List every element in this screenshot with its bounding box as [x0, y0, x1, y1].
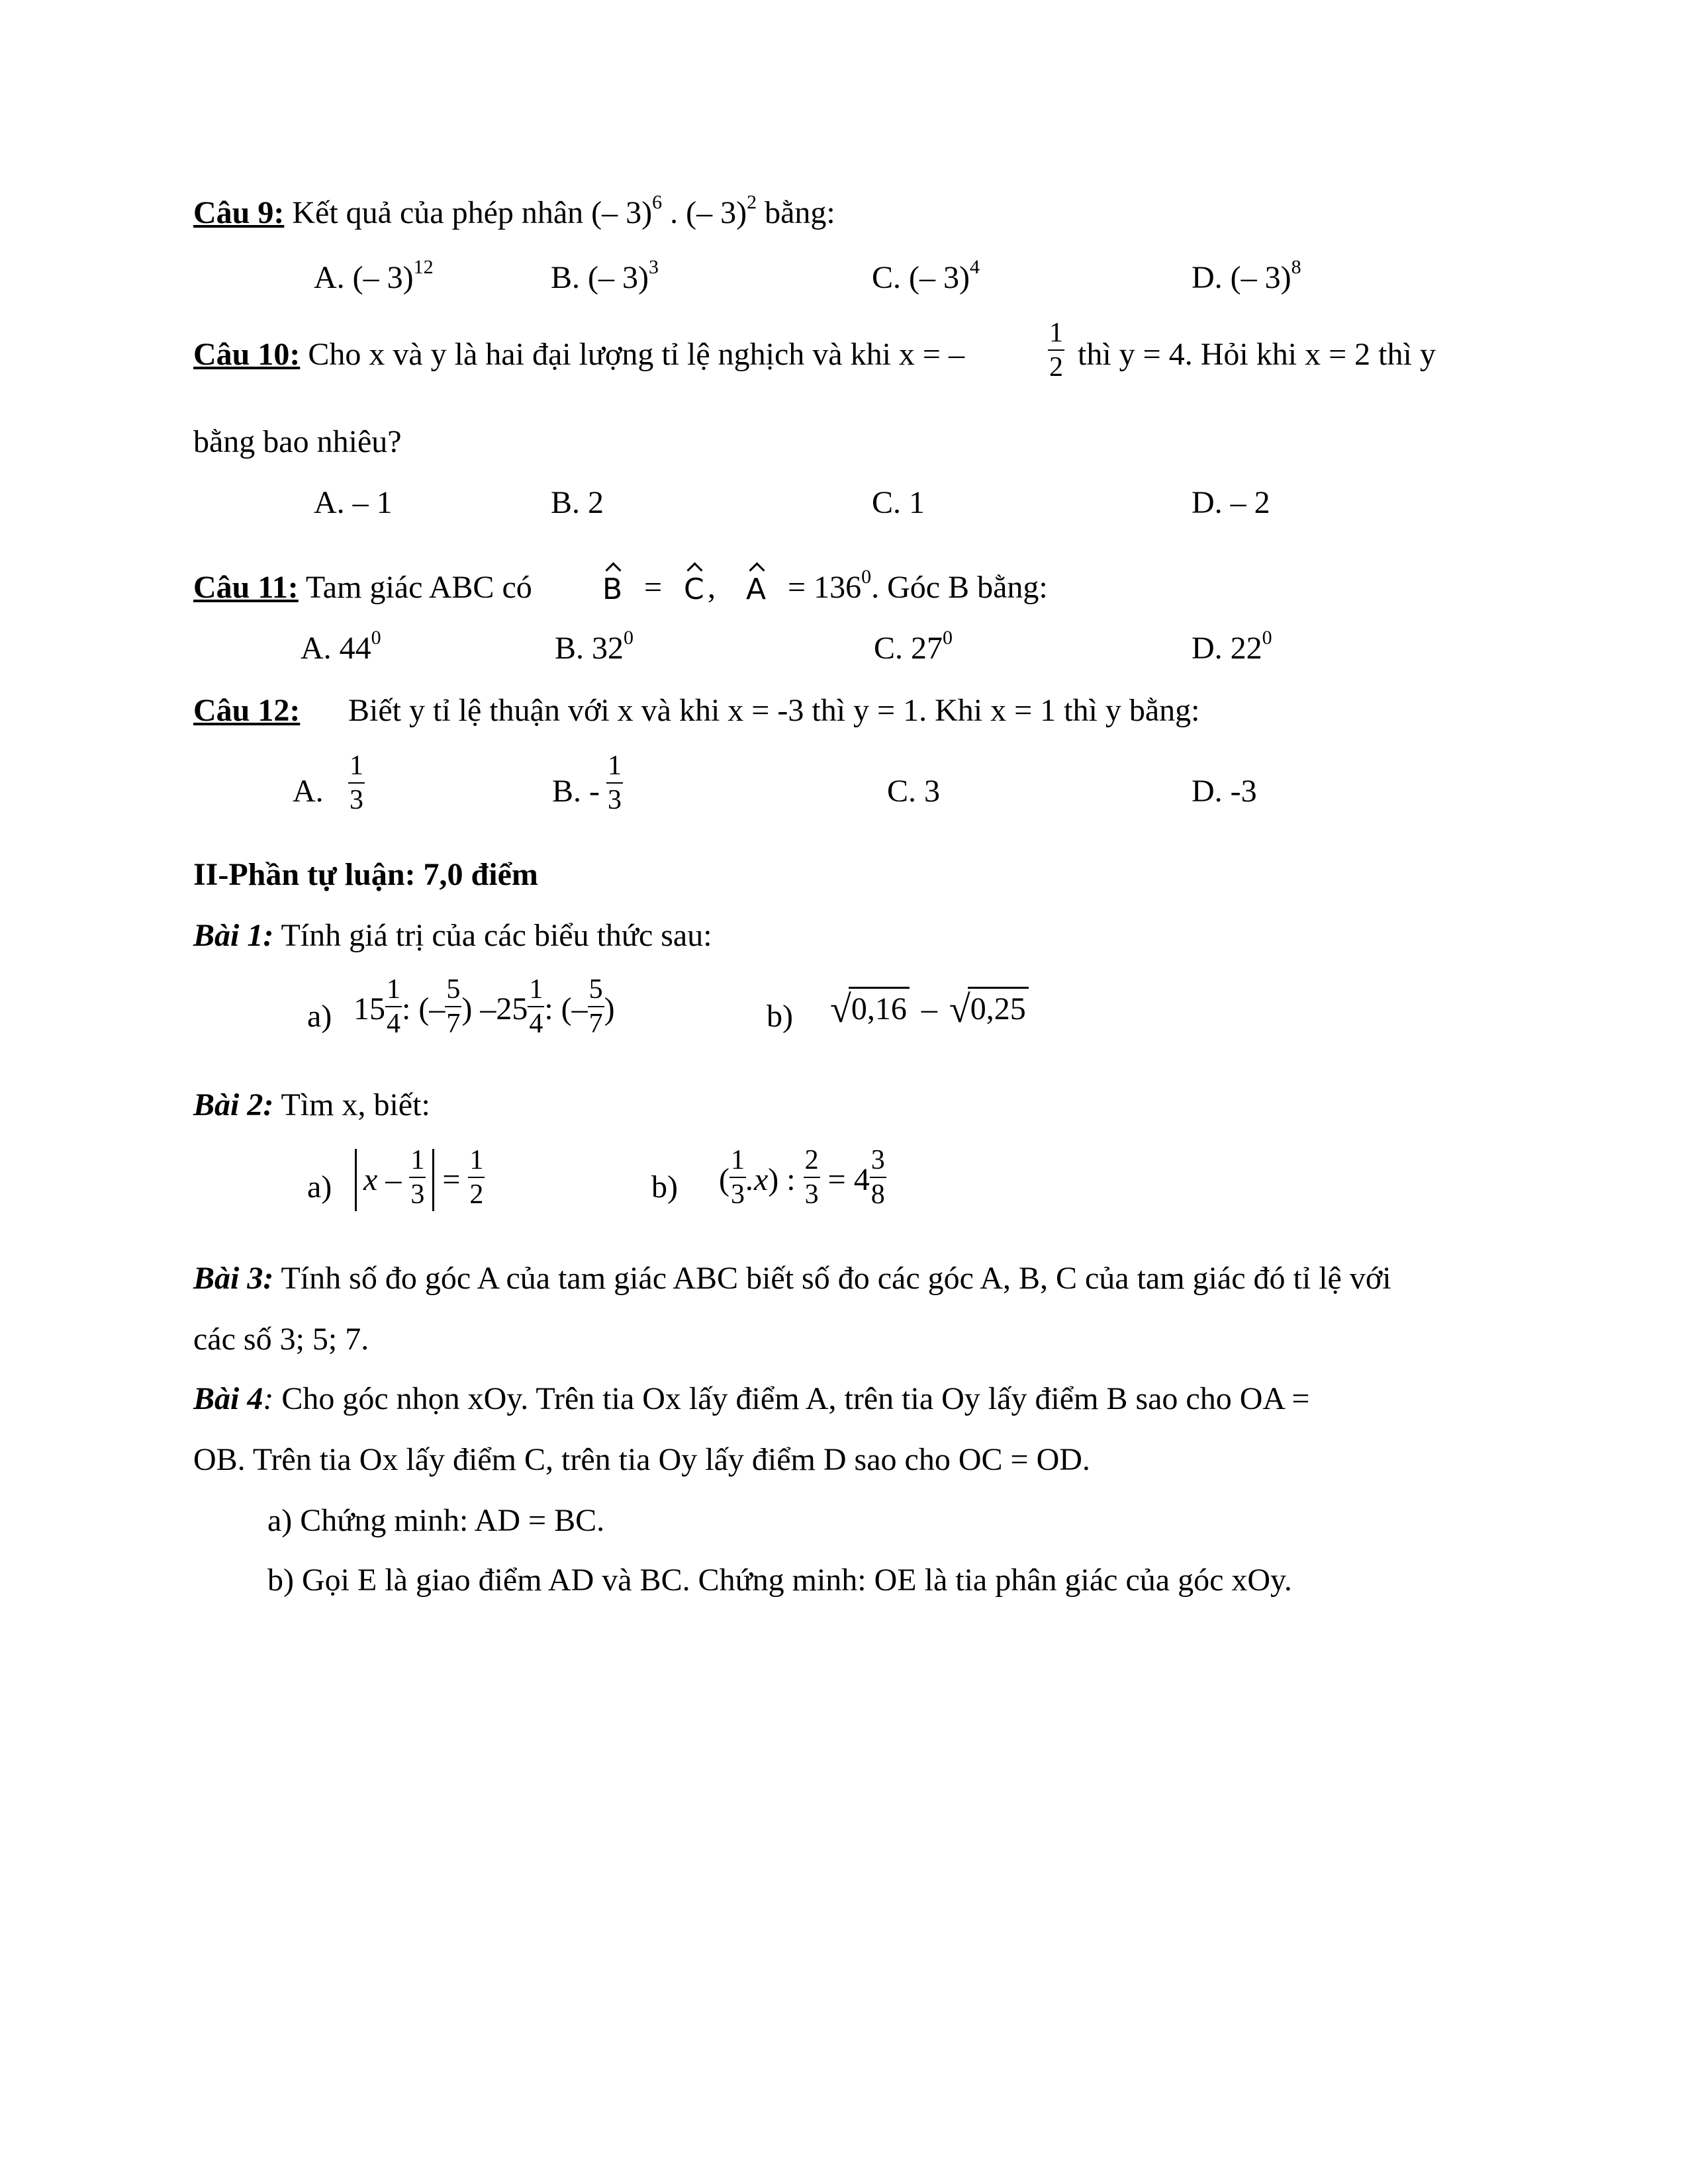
question-10-label: Câu 10: — [193, 337, 301, 372]
question-9 — [193, 191, 835, 230]
equals-sign: = — [644, 570, 663, 605]
question-11-option-a: A. $44^0$ — [301, 627, 381, 666]
question-10-text-line2: bằng bao nhiêu? — [193, 424, 402, 459]
fraction: $\frac{1}{3}$ — [350, 751, 363, 815]
exercise-2-part-b-label: b) — [651, 1169, 678, 1205]
fraction: $\frac{1}{2}$ — [1049, 318, 1063, 383]
square-root-icon: √ — [949, 987, 970, 1030]
question-11-option-c: C. $27^0$ — [874, 627, 953, 666]
exercise-3-line2: các số 3; 5; 7. — [193, 1322, 369, 1357]
question-9-text: . (– 3) — [662, 195, 747, 230]
exercise-3: Bài 3: Tính số đo góc A của tam giác ABC biết số đo các góc A, B, C của tam giác đó tỉ lệ với — [193, 1261, 1391, 1296]
exercise-1-expression-b: √0,16 – √0,25 — [830, 990, 1029, 1028]
exercise-4-part-b: b) Gọi E là giao điểm AD và BC. Chứng minh: OE là tia phân giác của góc xOy. — [267, 1563, 1292, 1598]
question-10 — [193, 339, 964, 371]
exercise-2-part-a-label: a) — [307, 1169, 332, 1205]
exercise-4: Bài 4: Cho góc nhọn xOy. Trên tia Ox lấy điểm A, trên tia Oy lấy điểm B sao cho OA = — [193, 1381, 1310, 1416]
question-11-option-d: D. $22^0$ — [1192, 627, 1272, 666]
question-9-text: Kết quả của phép nhân (– 3) — [284, 195, 653, 230]
exponent: 2 — [747, 191, 757, 213]
question-12-label: Câu 12: — [193, 693, 301, 728]
question-9-option-d: D. (– 3)$^8$ — [1192, 256, 1301, 295]
question-9-text: bằng: — [757, 195, 835, 230]
question-12-option-c: C. 3 — [887, 774, 941, 809]
question-11-label: Câu 11: — [193, 570, 299, 605]
section-heading: II-Phần tự luận: 7,0 điểm — [193, 857, 538, 892]
fraction: $\frac{1}{3}$ — [608, 751, 622, 815]
question-9-label: Câu 9: — [193, 195, 285, 230]
question-11-text: = $136^0$. Góc B bằng: — [788, 566, 1048, 605]
exercise-4-line2: OB. Trên tia Ox lấy điểm C, trên tia Oy lấy điểm D sao cho OC = OD. — [193, 1442, 1090, 1477]
exercise-1: Bài 1: Tính giá trị của các biểu thức sau: — [193, 918, 712, 953]
exercise-1-part-a-label: a) — [307, 999, 332, 1034]
question-10-text-cont: thì y = 4. Hỏi khi x = 2 thì y — [1078, 337, 1436, 372]
question-11-option-b: B. $32^0$ — [555, 627, 634, 666]
question-9-option-c: C. (– 3)$^4$ — [872, 256, 980, 295]
question-11: Câu 11: Tam giác ABC có — [193, 570, 532, 605]
question-12-option-b: B. - — [552, 774, 600, 809]
exponent: 6 — [652, 191, 663, 213]
angle-c-symbol: C — [684, 572, 704, 606]
exercise-1-expression-a: 15 $\frac{1}{4}$ : (– $\frac{5}{7}$ ) –25 $\frac{1}{4}$ : (– $\frac{5}{7}$ ) — [353, 974, 615, 1039]
exercise-2-expression-b: ( $\frac{1}{3}$ .x) : $\frac{2}{3}$ = 4 $\frac{3}{8}$ — [719, 1145, 885, 1210]
comma: , — [708, 570, 716, 605]
exercise-2: Bài 2: Tìm x, biết: — [193, 1087, 430, 1122]
question-10-option-b: B. 2 — [551, 485, 604, 520]
question-10-option-a: A. – 1 — [314, 485, 393, 520]
angle-b-symbol: B — [602, 572, 623, 606]
square-root-icon: √ — [830, 987, 851, 1030]
question-9-option-a: A. (– 3)$^{12}$ — [314, 256, 434, 295]
question-10-text: Cho x và y là hai đại lượng tỉ lệ nghịch và khi x = – — [300, 337, 964, 372]
exercise-1-part-b-label: b) — [767, 999, 793, 1034]
question-9-option-b: B. (– 3)$^3$ — [551, 256, 659, 295]
exercise-2-expression-a: x – $\frac{1}{3}$ = $\frac{1}{2}$ — [355, 1149, 485, 1211]
question-12-option-d: D. -3 — [1192, 774, 1257, 809]
question-10-option-d: D. – 2 — [1192, 485, 1270, 520]
question-12-option-a: A. — [293, 774, 324, 809]
question-12-text: Biết y tỉ lệ thuận với x và khi x = -3 thì y = 1. Khi x = 1 thì y bằng: — [348, 693, 1200, 728]
exercise-4-part-a: a) Chứng minh: AD = BC. — [267, 1503, 605, 1538]
question-10-option-c: C. 1 — [872, 485, 925, 520]
angle-a-symbol: A — [746, 572, 767, 606]
